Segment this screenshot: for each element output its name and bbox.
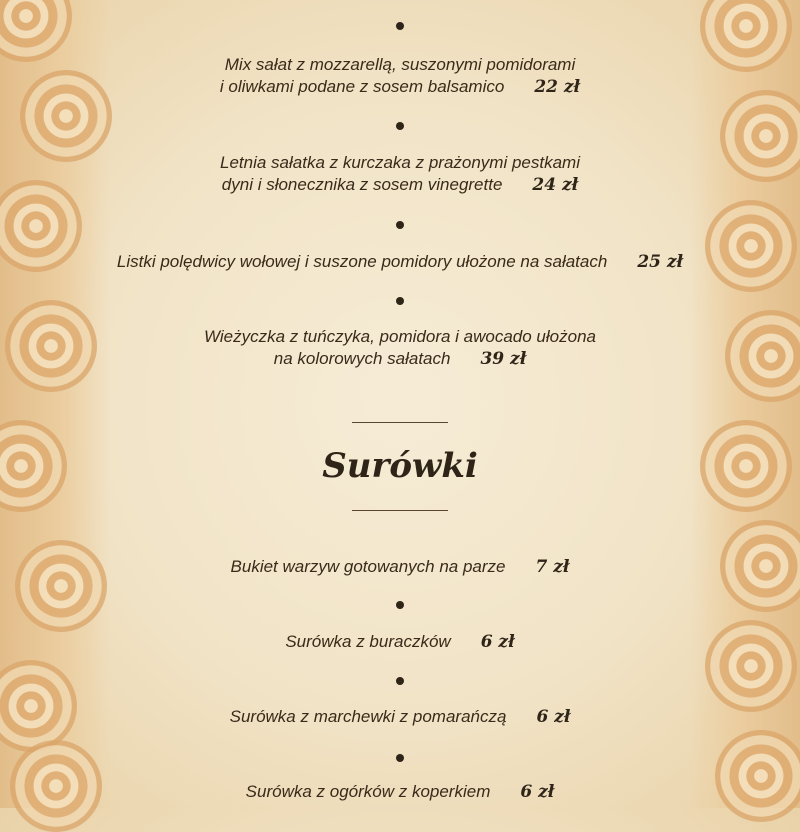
menu-item-line2 — [0, 174, 800, 196]
menu-item — [0, 631, 800, 653]
menu-item-price: 22 zł — [534, 77, 581, 97]
menu-item-text: Surówka z buraczków — [285, 632, 451, 651]
menu-item — [0, 251, 800, 273]
menu-item — [0, 556, 800, 578]
separator-dot — [396, 221, 404, 229]
menu-item-price: 6 zł — [480, 632, 515, 652]
menu-item-line2 — [0, 76, 800, 98]
menu-item-text: Letnia sałatka z kurczaka z prażonymi pestkami — [220, 153, 580, 172]
menu-item — [0, 781, 800, 803]
menu-item-text: Wieżyczka z tuńczyka, pomidora i awocado ułożona — [204, 327, 596, 346]
menu-item-line2 — [0, 348, 800, 370]
menu-item — [0, 54, 800, 98]
separator-dot — [396, 677, 404, 685]
menu-item-text: na kolorowych sałatach — [273, 349, 451, 368]
menu-item-text: Listki polędwicy wołowej i suszone pomidory ułożone na sałatach — [116, 252, 608, 271]
menu-item-price: 6 zł — [520, 782, 555, 802]
menu-item-text: Surówka z ogórków z koperkiem — [245, 782, 491, 801]
separator-dot — [396, 754, 404, 762]
menu-item-price: 24 zł — [532, 175, 579, 195]
menu-item-text: Surówka z marchewki z pomarańczą — [229, 707, 507, 726]
menu-item-text: dyni i słonecznika z sosem vinegrette — [221, 175, 503, 194]
menu-item-text: Bukiet warzyw gotowanych na parze — [230, 557, 506, 576]
menu-item-price: 6 zł — [536, 707, 571, 727]
menu-item-price: 25 zł — [637, 252, 684, 272]
divider-bottom — [352, 510, 448, 511]
separator-dot — [396, 122, 404, 130]
menu-item — [0, 152, 800, 196]
menu-item-text: i oliwkami podane z sosem balsamico — [219, 77, 505, 96]
separator-dot — [396, 297, 404, 305]
menu-item-text: Mix sałat z mozzarellą, suszonymi pomidorami — [224, 55, 576, 74]
menu-item-price: 7 zł — [535, 557, 570, 577]
menu-item-price: 39 zł — [480, 349, 527, 369]
menu-item — [0, 326, 800, 370]
menu-item — [0, 706, 800, 728]
divider-top — [352, 422, 448, 423]
separator-dot — [396, 22, 404, 30]
section-title: Surówki — [322, 446, 478, 486]
separator-dot — [396, 601, 404, 609]
